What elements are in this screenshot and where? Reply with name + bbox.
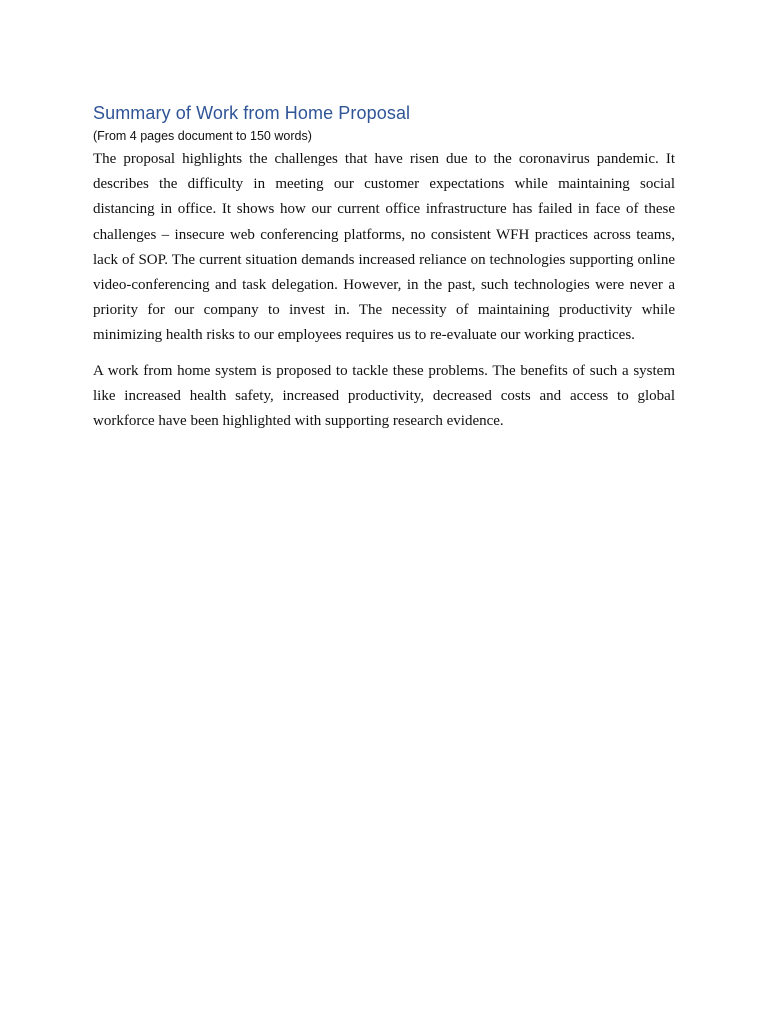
document-subtitle: (From 4 pages document to 150 words) [93, 129, 312, 143]
document-title: Summary of Work from Home Proposal [93, 103, 411, 123]
document-content [93, 101, 675, 434]
paragraph-1: The proposal highlights the challenges that have risen due to the coronavirus pandemic. It describes the difficulty in meeting our customer expectations while maintaining social distancing in office. It shows how our current office infrastructure has failed in face of these challenges – insecure web conferencing platforms, no consistent WFH practices across teams, lack of SOP. The current situation demands increased reliance on technologies supporting online video-conferencing and task delegation. However, in the past, such technologies were never a priority for our company to invest in. The necessity of maintaining productivity while minimizing health risks to our employees requires us to re-evaluate our working practices. [93, 151, 675, 344]
paragraph-2: A work from home system is proposed to tackle these problems. The benefits of such a system like increased health safety, increased productivity, decreased costs and access to global workforce have been highlighted with supporting research evidence. [93, 362, 675, 430]
